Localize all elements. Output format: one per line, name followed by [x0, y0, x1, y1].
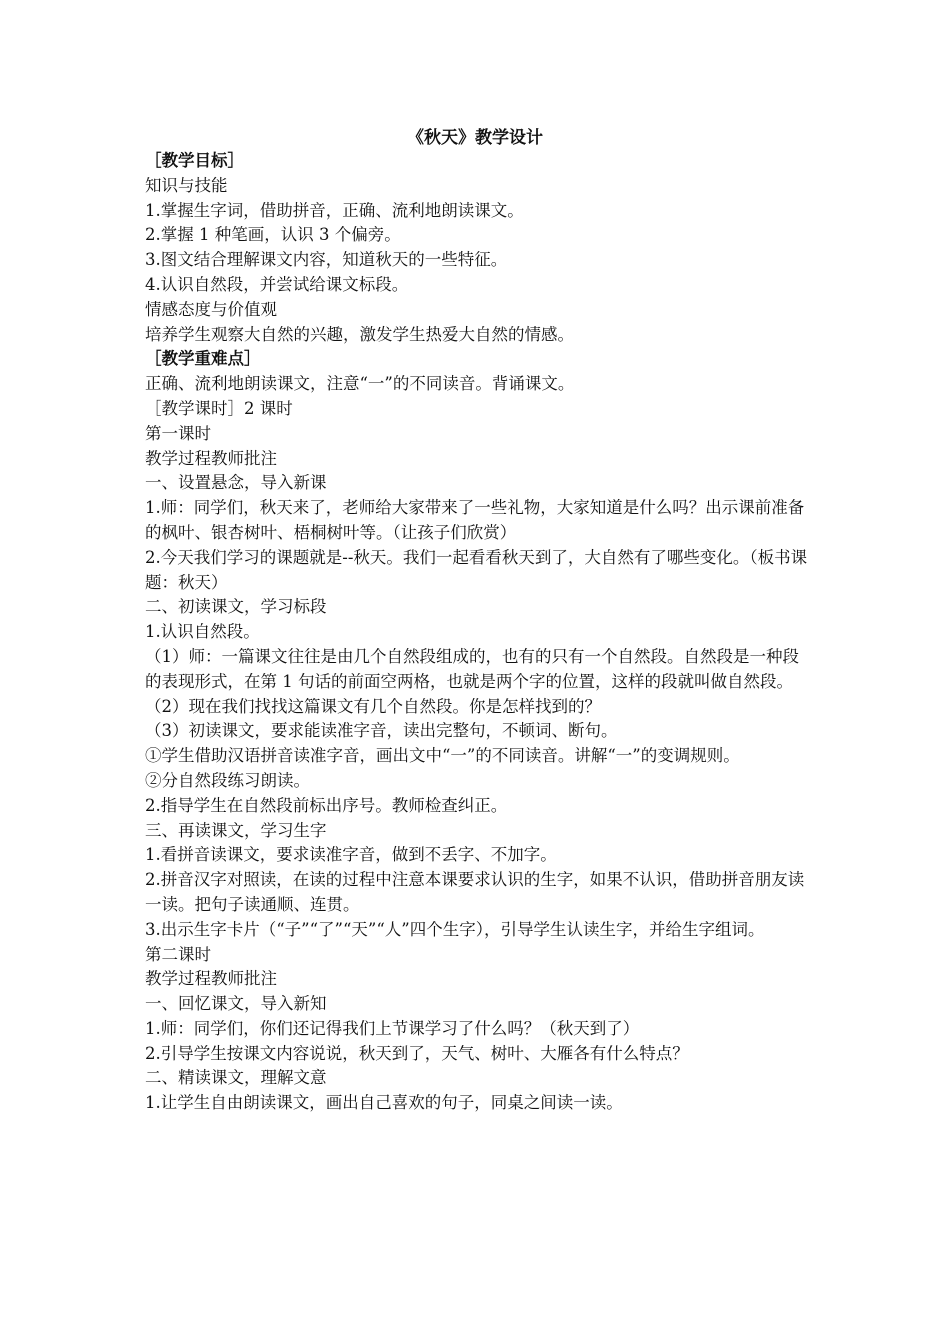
document-body — [145, 149, 810, 1116]
body-paragraph: 正确、流利地朗读课文，注意“一”的不同读音。背诵课文。 — [145, 374, 575, 394]
body-paragraph: 一、设置悬念，导入新课 — [145, 473, 327, 493]
body-paragraph: ②分自然段练习朗读。 — [145, 770, 310, 790]
document-title: 《秋天》教学设计 — [407, 128, 543, 148]
body-paragraph: 知识与技能 — [145, 175, 228, 195]
section-heading: ［教学重难点］ — [145, 349, 261, 369]
body-paragraph: 一、回忆课文，导入新知 — [145, 994, 327, 1014]
body-paragraph: 2.指导学生在自然段前标出序号。教师检查纠正。 — [145, 795, 508, 815]
body-paragraph: 第二课时 — [145, 944, 211, 964]
body-paragraph: 1.师：同学们，秋天来了，老师给大家带来了一些礼物，大家知道是什么吗？出示课前准备的枫叶、银杏树叶、梧桐树叶等。（让孩子们欣赏） — [145, 498, 805, 542]
body-paragraph: 培养学生观察大自然的兴趣，激发学生热爱大自然的情感。 — [145, 324, 574, 344]
section-heading: ［教学目标］ — [145, 151, 244, 170]
body-paragraph: 4.认识自然段，并尝试给课文标段。 — [145, 274, 409, 294]
body-paragraph: 1.看拼音读课文，要求读准字音，做到不丢字、不加字。 — [145, 845, 557, 865]
body-paragraph: （1）师：一篇课文往往是由几个自然段组成的，也有的只有一个自然段。自然段是一种段的表现形式，在第 1 句话的前面空两格，也就是两个字的位置，这样的段就叫做自然段。 — [145, 646, 799, 691]
body-paragraph: 教学过程教师批注 — [145, 969, 277, 989]
body-paragraph: 情感态度与价值观 — [145, 299, 277, 319]
body-paragraph: 3.出示生字卡片（“子”“了”“天”“人”四个生字），引导学生认读生字，并给生字组词。 — [145, 919, 765, 939]
body-paragraph: 教学过程教师批注 — [145, 448, 277, 468]
body-paragraph: 第一课时 — [145, 423, 211, 443]
body-paragraph: 二、精读课文，理解文意 — [145, 1068, 327, 1088]
body-paragraph: 1.掌握生字词，借助拼音，正确、流利地朗读课文。 — [145, 200, 524, 220]
body-paragraph: ［教学课时］2 课时 — [145, 398, 293, 418]
body-paragraph: 2.掌握 1 种笔画，认识 3 个偏旁。 — [145, 225, 401, 245]
body-paragraph: 2.拼音汉字对照读，在读的过程中注意本课要求认识的生字，如果不认识，借助拼音朋友读一读。把句子读通顺、连贯。 — [145, 870, 805, 914]
body-paragraph: 3.图文结合理解课文内容，知道秋天的一些特征。 — [145, 250, 508, 270]
body-paragraph: 2.今天我们学习的课题就是--秋天。我们一起看看秋天到了，大自然有了哪些变化。（板书课题：秋天） — [145, 547, 808, 592]
body-paragraph: 二、初读课文，学习标段 — [145, 597, 327, 617]
body-paragraph: （2）现在我们找找这篇课文有几个自然段。你是怎样找到的？ — [145, 696, 601, 716]
body-paragraph: 1.让学生自由朗读课文，画出自己喜欢的句子，同桌之间读一读。 — [145, 1093, 623, 1113]
body-paragraph: 1.认识自然段。 — [145, 622, 260, 642]
body-paragraph: ①学生借助汉语拼音读准字音，画出文中“一”的不同读音。讲解“一”的变调规则。 — [145, 746, 740, 766]
body-paragraph: 1.师：同学们，你们还记得我们上节课学习了什么吗？（秋天到了） — [145, 1018, 640, 1038]
body-paragraph: 2.引导学生按课文内容说说，秋天到了，天气、树叶、大雁各有什么特点？ — [145, 1043, 689, 1063]
body-paragraph: 三、再读课文，学习生字 — [145, 820, 327, 840]
body-paragraph: （3）初读课文，要求能读准字音，读出完整句，不顿词、断句。 — [145, 721, 618, 741]
